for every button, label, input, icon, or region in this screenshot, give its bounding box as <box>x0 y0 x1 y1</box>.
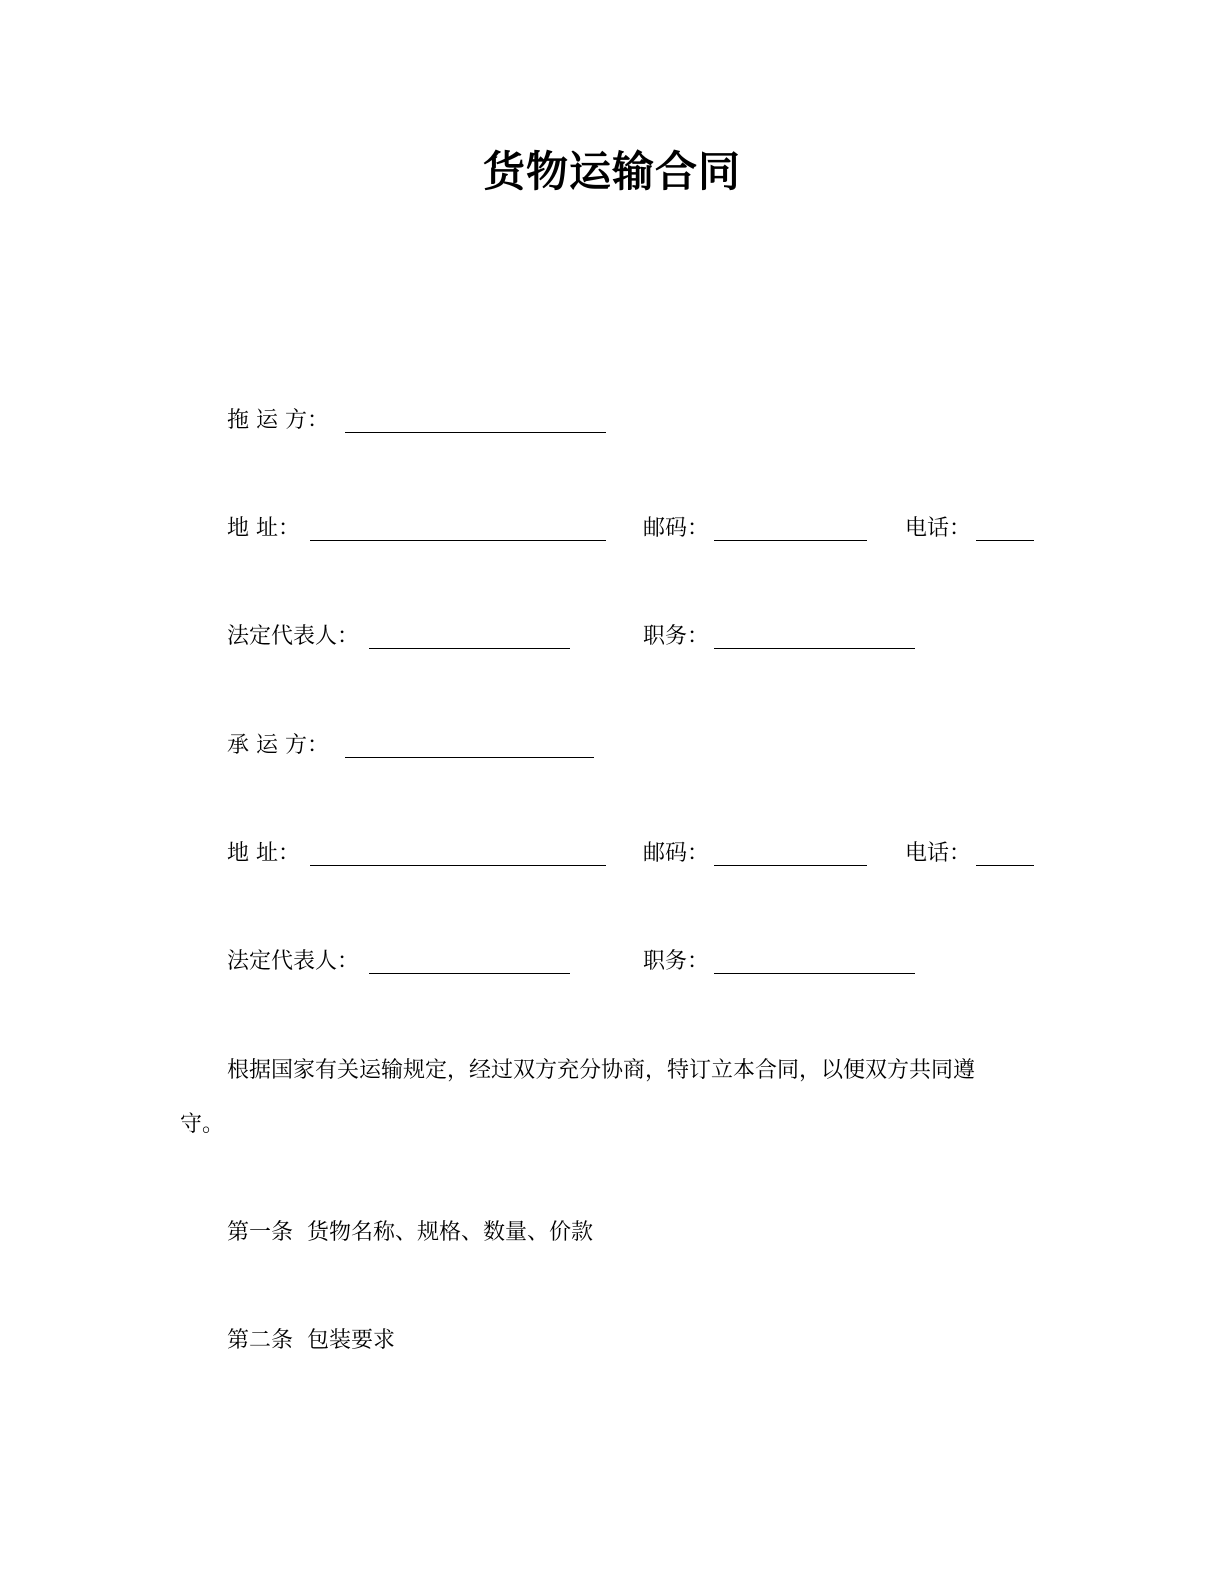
carrier-legal-rep-field[interactable] <box>369 973 570 974</box>
carrier-address-field[interactable] <box>310 865 606 866</box>
shipper-phone-label: 电话： <box>905 516 972 541</box>
carrier-address-label: 地 址： <box>227 841 300 866</box>
shipper-legal-rep-row <box>0 619 1224 655</box>
article-1 <box>227 1215 593 1251</box>
shipper-postcode-label: 邮码： <box>643 516 710 541</box>
shipper-position-field[interactable] <box>714 648 915 649</box>
shipper-legal-rep-field[interactable] <box>369 648 570 649</box>
shipper-postcode-field[interactable] <box>714 540 867 541</box>
carrier-phone-label: 电话： <box>905 841 972 866</box>
article-2-number: 第二条 <box>227 1328 294 1353</box>
preamble-line-2: 守。 <box>180 1112 225 1137</box>
shipper-position-label: 职务： <box>643 624 710 649</box>
article-1-heading: 货物名称、规格、数量、价款 <box>307 1220 594 1245</box>
carrier-phone-field[interactable] <box>976 865 1034 866</box>
carrier-legal-rep-row <box>0 944 1224 980</box>
shipper-address-row <box>0 511 1224 547</box>
carrier-position-field[interactable] <box>714 973 915 974</box>
preamble-line-1: 根据国家有关运输规定，经过双方充分协商，特订立本合同，以便双方共同遵 <box>227 1058 976 1083</box>
carrier-legal-rep-label: 法定代表人： <box>227 949 360 974</box>
shipper-address-field[interactable] <box>310 540 606 541</box>
carrier-position-label: 职务： <box>643 949 710 974</box>
carrier-party-field[interactable] <box>345 757 594 758</box>
carrier-party-label: 承 运 方： <box>227 733 329 758</box>
article-2-heading: 包装要求 <box>307 1328 396 1353</box>
shipper-legal-rep-label: 法定代表人： <box>227 624 360 649</box>
document-title: 货物运输合同 <box>482 147 741 196</box>
shipper-party-label: 拖 运 方： <box>227 408 329 433</box>
shipper-party-field[interactable] <box>345 432 606 433</box>
carrier-postcode-label: 邮码： <box>643 841 710 866</box>
shipper-phone-field[interactable] <box>976 540 1034 541</box>
carrier-party-row <box>0 728 1224 764</box>
article-1-number: 第一条 <box>227 1220 294 1245</box>
article-2 <box>227 1323 395 1359</box>
shipper-address-label: 地 址： <box>227 516 300 541</box>
carrier-address-row <box>0 836 1224 872</box>
carrier-postcode-field[interactable] <box>714 865 867 866</box>
shipper-party-row <box>0 403 1224 439</box>
